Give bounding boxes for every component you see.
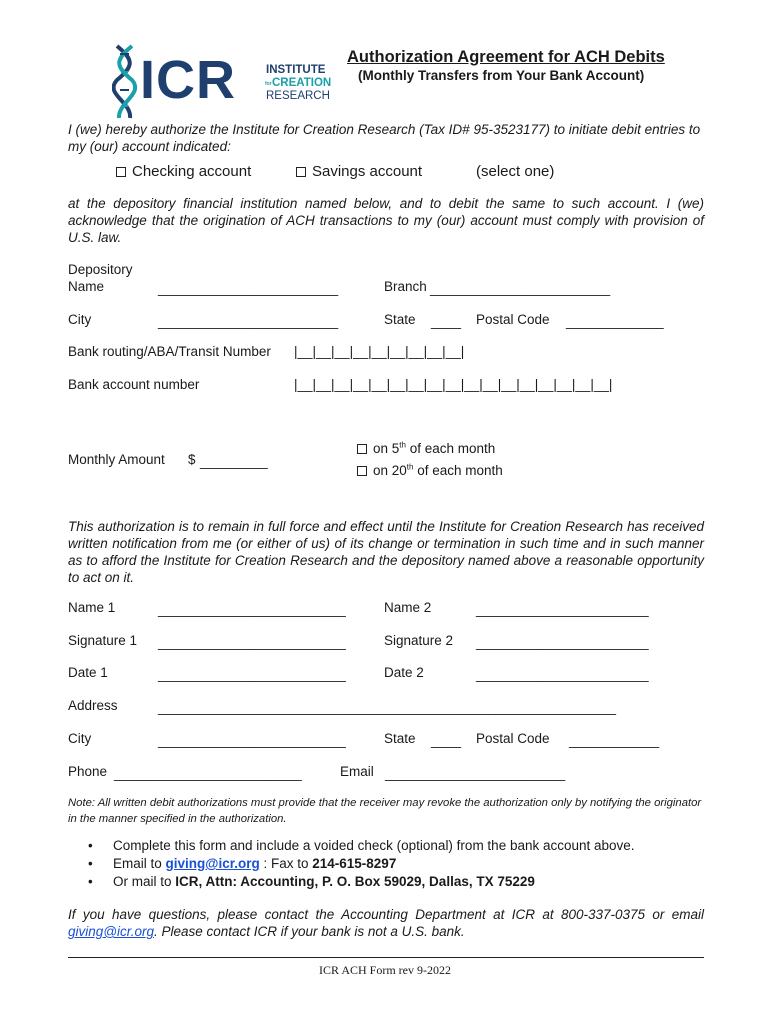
monthly-amount-label: Monthly Amount [68, 452, 165, 467]
name2-label: Name 2 [384, 600, 432, 615]
postal-code-field[interactable]: ____________ [569, 733, 660, 748]
signature2-field[interactable]: _______________________ [476, 635, 649, 650]
phone-label: Phone [68, 764, 108, 779]
revocation-note: Note: All written debit authorizations must provide that the receiver may revoke the authorization only by notifying the originator in the manner specified in the authorization. [68, 797, 702, 825]
footer-form-revision: ICR ACH Form rev 9-2022 [319, 963, 451, 977]
state-field[interactable]: ____ [431, 733, 462, 748]
signature1-field[interactable]: _________________________ [158, 635, 346, 650]
routing-label: Bank routing/ABA/Transit Number [68, 344, 271, 359]
date1-field[interactable]: _________________________ [158, 667, 346, 682]
account-number-label: Bank account number [68, 377, 200, 392]
name1-field[interactable]: _________________________ [158, 602, 346, 617]
closing-paragraph: If you have questions, please contact the Accounting Department at ICR at 800-337-0375 or email giving@icr.org. Please contact ICR if your bank is not a U.S. bank. [68, 907, 704, 939]
address-field[interactable]: _____________________________________________________________ [158, 700, 616, 715]
icr-logo [112, 44, 332, 120]
savings-option[interactable] [296, 163, 422, 180]
footer-divider [68, 957, 704, 958]
intro-paragraph: I (we) hereby authorize the Institute for Creation Research (Tax ID# 95-3523177) to initiate debit entries to my (our) account indicated: [68, 122, 701, 154]
city-label: City [68, 731, 92, 746]
state-label: State [384, 731, 416, 746]
twentieth-checkbox[interactable] [357, 466, 367, 476]
authorization-paragraph: This authorization is to remain in full force and effect until the Institute for Creation Research has received written notification from me (or either of us) of its change or termination in such time and in such manner as to afford the Institute for Creation Research and the depository named above a reasonable opportunity to act on it. [68, 519, 704, 585]
email-field[interactable]: ________________________ [385, 766, 566, 781]
bullet-icon: • [88, 874, 93, 889]
closing-email-link[interactable]: giving@icr.org [68, 924, 154, 939]
select-one-note: (select one) [476, 163, 555, 180]
branch-label: Branch [384, 279, 427, 294]
giving-email-link[interactable]: giving@icr.org [165, 856, 260, 871]
checking-option[interactable] [116, 163, 251, 180]
bank-city-label: City [68, 312, 92, 327]
twentieth-of-month-option[interactable] [357, 462, 503, 478]
account-number-boxes[interactable]: |__|__|__|__|__|__|__|__|__|__|__|__|__|__|__|__|__| [294, 377, 613, 392]
depository-paragraph: at the depository financial institution named below, and to debit the same to such account. I (we) acknowledge that the origination of ACH transactions to my (our) account must comply with provision of U.S. law. [68, 196, 704, 245]
logo-line-creation: CREATION [272, 77, 332, 89]
date2-field[interactable]: _______________________ [476, 667, 649, 682]
logo-line-for: for [265, 81, 272, 87]
postal-code-label: Postal Code [476, 731, 550, 746]
form-title: Authorization Agreement for ACH Debits [347, 48, 665, 66]
city-field[interactable]: _________________________ [158, 733, 346, 748]
bullet-icon: • [88, 838, 93, 853]
depository-name-label: Name [68, 279, 105, 294]
name1-label: Name 1 [68, 600, 116, 615]
depository-label: Depository [68, 262, 133, 277]
logo-line-research: RESEARCH [266, 90, 330, 102]
bank-state-field[interactable]: ____ [431, 314, 462, 329]
signature2-label: Signature 2 [384, 633, 454, 648]
checking-checkbox[interactable] [116, 167, 126, 177]
date2-label: Date 2 [384, 665, 424, 680]
monthly-amount-field[interactable]: _________ [200, 454, 268, 469]
savings-label: Savings account [312, 163, 423, 180]
email-label: Email [340, 764, 374, 779]
checking-label: Checking account [132, 163, 252, 180]
twentieth-label: on 20th of each month [373, 462, 503, 478]
date1-label: Date 1 [68, 665, 108, 680]
bullet-icon: • [88, 856, 93, 871]
dna-helix-icon [112, 44, 138, 120]
logo-acronym: ICR [140, 50, 236, 110]
bank-city-field[interactable]: ________________________ [158, 314, 339, 329]
bank-state-label: State [384, 312, 416, 327]
address-label: Address [68, 698, 118, 713]
dollar-sign: $ [188, 452, 196, 467]
fifth-of-month-option[interactable] [357, 440, 495, 456]
routing-number-boxes[interactable]: |__|__|__|__|__|__|__|__|__| [294, 344, 465, 359]
form-subtitle: (Monthly Transfers from Your Bank Account) [358, 68, 645, 83]
name2-field[interactable]: _______________________ [476, 602, 649, 617]
signature1-label: Signature 1 [68, 633, 138, 648]
logo-line-institute: INSTITUTE [266, 64, 326, 76]
depository-name-field[interactable]: ________________________ [158, 281, 339, 296]
savings-checkbox[interactable] [296, 167, 306, 177]
fifth-checkbox[interactable] [357, 444, 367, 454]
bank-postal-field[interactable]: _____________ [566, 314, 664, 329]
fifth-label: on 5th of each month [373, 440, 496, 456]
bank-postal-label: Postal Code [476, 312, 550, 327]
branch-field[interactable]: ________________________ [430, 281, 611, 296]
phone-field[interactable]: _________________________ [114, 766, 302, 781]
